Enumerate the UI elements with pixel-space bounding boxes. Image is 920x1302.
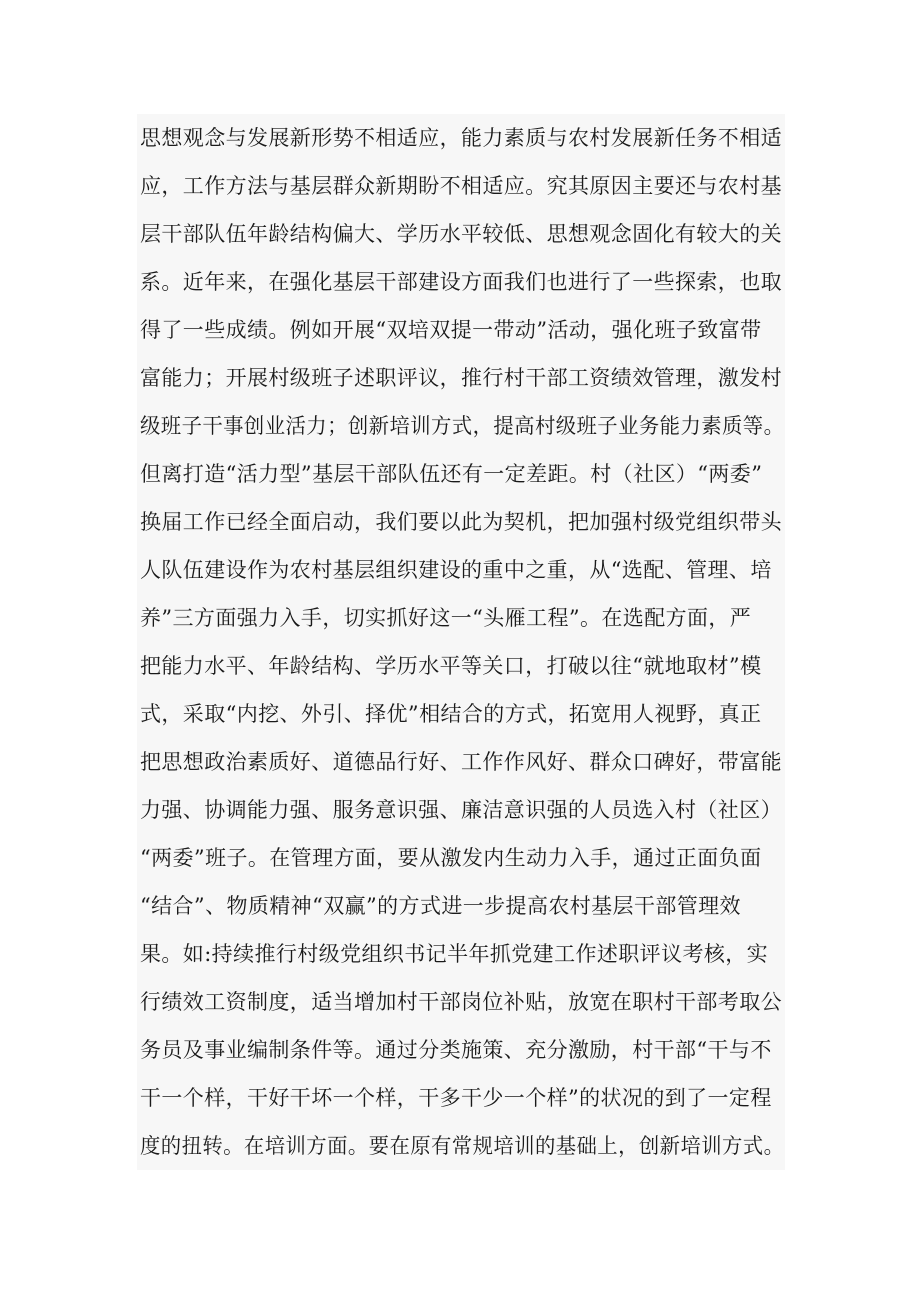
text-line: 富能力；开展村级班子述职评议，推行村干部工资绩效管理，激发村 bbox=[140, 366, 782, 390]
text-line: 思想观念与发展新形势不相适应，能力素质与农村发展新任务不相适 bbox=[140, 126, 782, 150]
text-line: 干一个样，干好干坏一个样，干多干少一个样”的状况的到了一定程 bbox=[140, 1086, 772, 1110]
text-line: 把思想政治素质好、道德品行好、工作作风好、群众口碑好，带富能 bbox=[140, 750, 782, 774]
text-line: 层干部队伍年龄结构偏大、学历水平较低、思想观念固化有较大的关 bbox=[140, 222, 782, 246]
text-line: 应，工作方法与基层群众新期盼不相适应。究其原因主要还与农村基 bbox=[140, 174, 782, 198]
document-body bbox=[137, 114, 785, 1170]
text-line: “两委”班子。在管理方面，要从激发内生动力入手，通过正面负面 bbox=[140, 846, 762, 870]
text-line: 式，采取“内挖、外引、择优”相结合的方式，拓宽用人视野，真正 bbox=[140, 702, 762, 726]
text-line: 人队伍建设作为农村基层组织建设的重中之重，从“选配、管理、培 bbox=[140, 558, 772, 582]
text-line: 行绩效工资制度，适当增加村干部岗位补贴，放宽在职村干部考取公 bbox=[140, 990, 782, 1014]
text-line: 力强、协调能力强、服务意识强、廉洁意识强的人员选入村（社区） bbox=[140, 798, 782, 822]
text-line: 换届工作已经全面启动，我们要以此为契机，把加强村级党组织带头 bbox=[140, 510, 782, 534]
text-line: “结合”、物质精神“双赢”的方式进一步提高农村基层干部管理效 bbox=[140, 894, 741, 918]
text-line: 级班子干事创业活力；创新培训方式，提高村级班子业务能力素质等。 bbox=[140, 414, 785, 438]
text-line: 务员及事业编制条件等。通过分类施策、充分激励，村干部“干与不 bbox=[140, 1038, 772, 1062]
text-line: 但离打造“活力型”基层干部队伍还有一定差距。村（社区）“两委” bbox=[140, 462, 763, 486]
text-line: 养”三方面强力入手，切实抓好这一“头雁工程”。在选配方面，严 bbox=[140, 606, 752, 630]
text-line: 系。近年来，在强化基层干部建设方面我们也进行了一些探索，也取 bbox=[140, 270, 782, 294]
text-line: 度的扭转。在培训方面。要在原有常规培训的基础上，创新培训方式。 bbox=[140, 1134, 785, 1158]
text-line: 果。如:持续推行村级党组织书记半年抓党建工作述职评议考核，实 bbox=[140, 942, 769, 966]
text-line: 把能力水平、年龄结构、学历水平等关口，打破以往“就地取材”模 bbox=[140, 654, 762, 678]
text-line: 得了一些成绩。例如开展“双培双提一带动”活动，强化班子致富带 bbox=[140, 318, 762, 342]
